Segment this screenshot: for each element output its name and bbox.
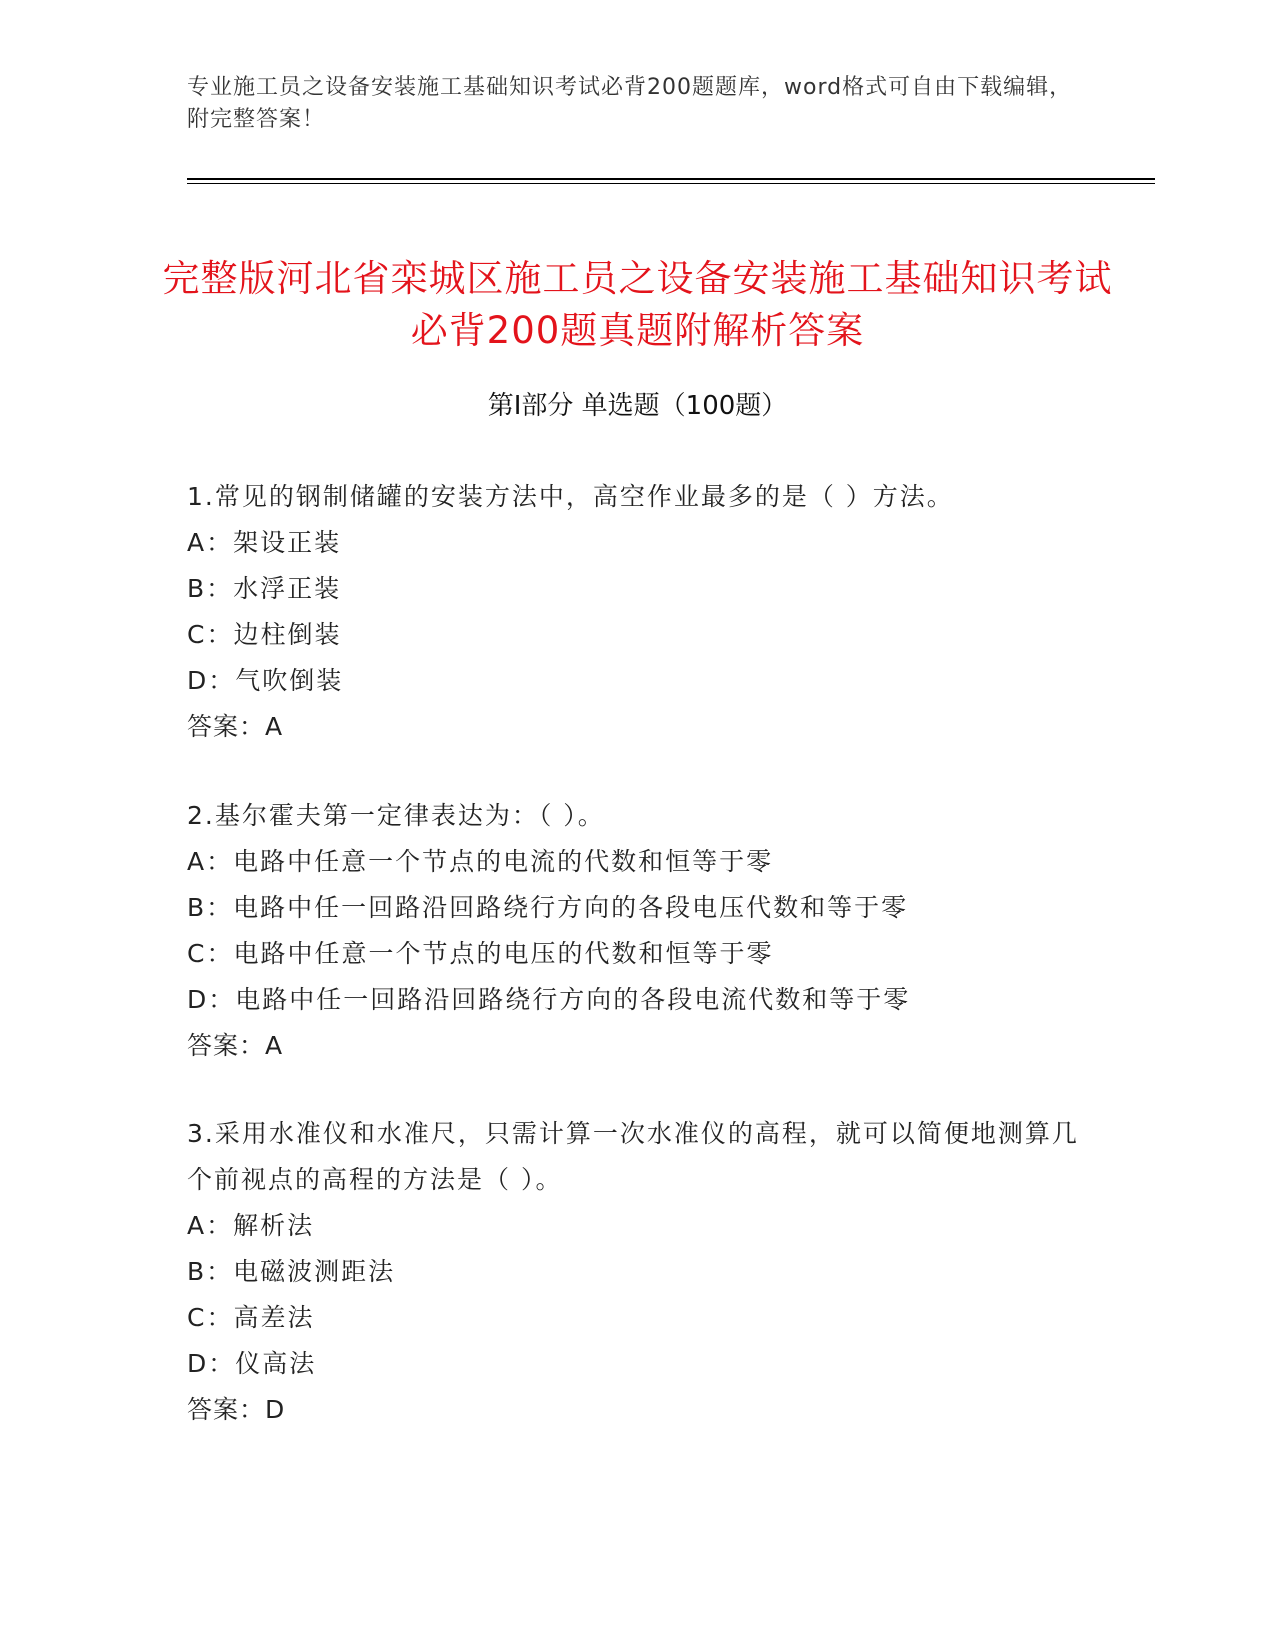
answer: 答案：A xyxy=(187,1031,284,1060)
header-note: 专业施工员之设备安装施工基础知识考试必背200题题库，word格式可自由下载编辑，附完整答案！ xyxy=(187,75,1073,132)
question-1 xyxy=(187,474,1087,750)
option-c: C：边柱倒装 xyxy=(187,620,342,649)
option-d: D：气吹倒装 xyxy=(187,666,344,695)
option-c: C：电路中任意一个节点的电压的代数和恒等于零 xyxy=(187,939,774,968)
document-title: 完整版河北省栾城区施工员之设备安装施工基础知识考试必背200题真题附解析答案 xyxy=(162,256,1113,352)
question-stem: 3.采用水准仪和水准尺，只需计算一次水准仪的高程，就可以简便地测算几个前视点的高程的方法是（ ）。 xyxy=(187,1119,1079,1194)
option-d: D：仪高法 xyxy=(187,1349,317,1378)
header-divider-thin xyxy=(187,183,1155,184)
question-3 xyxy=(187,1111,1087,1433)
option-b: B：电磁波测距法 xyxy=(187,1257,396,1286)
question-2 xyxy=(187,793,1087,1069)
question-stem: 1.常见的钢制储罐的安装方法中，高空作业最多的是（ ）方法。 xyxy=(187,482,954,511)
question-stem: 2.基尔霍夫第一定律表达为：（ ）。 xyxy=(187,801,605,830)
answer: 答案：D xyxy=(187,1395,286,1424)
option-d: D：电路中任一回路沿回路绕行方向的各段电流代数和等于零 xyxy=(187,985,911,1014)
option-b: B：电路中任一回路沿回路绕行方向的各段电压代数和等于零 xyxy=(187,893,909,922)
answer: 答案：A xyxy=(187,712,284,741)
section-title: 第Ⅰ部分 单选题（100题） xyxy=(487,391,788,421)
option-b: B：水浮正装 xyxy=(187,574,342,603)
header-divider-thick xyxy=(187,178,1155,180)
option-a: A：电路中任意一个节点的电流的代数和恒等于零 xyxy=(187,847,774,876)
option-a: A：解析法 xyxy=(187,1211,315,1240)
option-c: C：高差法 xyxy=(187,1303,315,1332)
option-a: A：架设正装 xyxy=(187,528,342,557)
